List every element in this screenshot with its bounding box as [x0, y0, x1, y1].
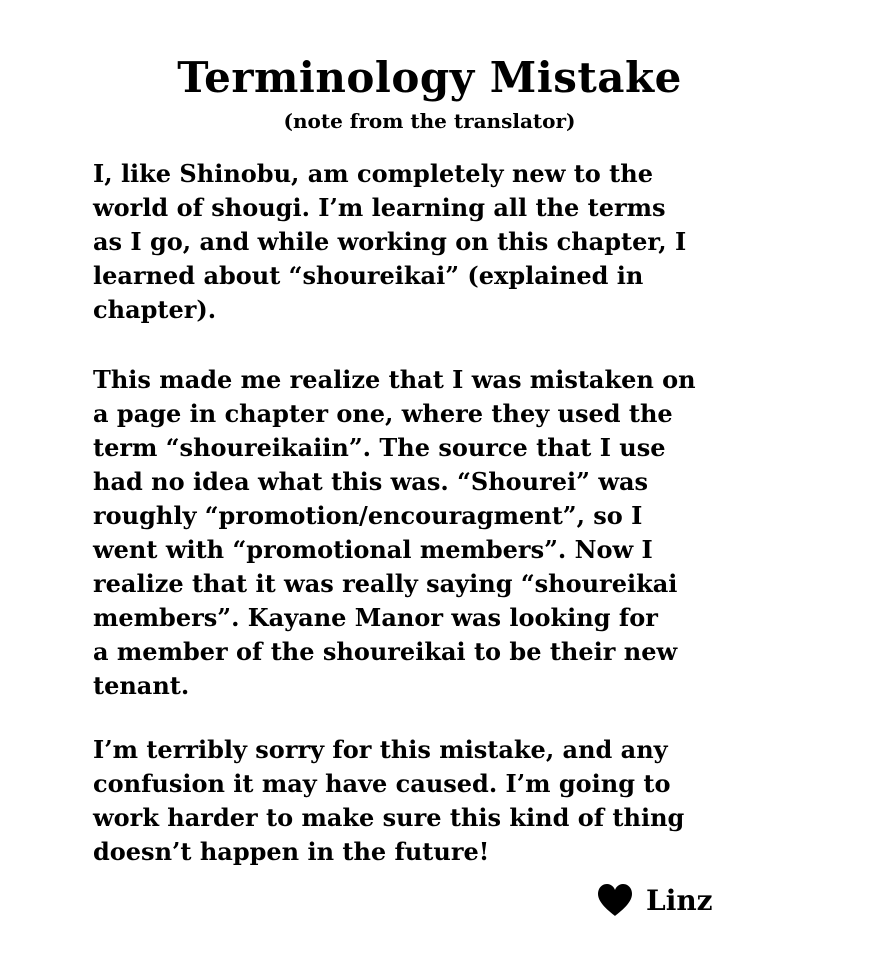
note-subtitle: (note from the translator)	[283, 109, 576, 133]
note-title: Terminology Mistake	[177, 53, 682, 102]
paragraph-line: a page in chapter one, where they used the	[93, 399, 673, 428]
signature	[596, 880, 713, 920]
paragraph-line: chapter).	[93, 295, 217, 324]
paragraph-line: I, like Shinobu, am completely new to the	[93, 159, 653, 188]
paragraph-line: a member of the shoureikai to be their new	[93, 637, 678, 666]
paragraph-line: This made me realize that I was mistaken on	[93, 365, 696, 394]
paragraph-line: work harder to make sure this kind of thing	[93, 803, 685, 832]
paragraph-line: went with “promotional members”. Now I	[93, 535, 653, 564]
paragraph-line: had no idea what this was. “Shourei” was	[93, 467, 649, 496]
paragraph-line: I’m terribly sorry for this mistake, and any	[93, 735, 668, 764]
paragraph-line: world of shougi. I’m learning all the terms	[93, 193, 666, 222]
paragraph-intro	[93, 157, 793, 327]
signature-name: Linz	[646, 883, 713, 917]
paragraph-explanation	[93, 363, 793, 703]
heart-icon	[596, 883, 634, 917]
paragraph-line: tenant.	[93, 671, 190, 700]
paragraph-line: as I go, and while working on this chapter, I	[93, 227, 687, 256]
paragraph-line: learned about “shoureikai” (explained in	[93, 261, 644, 290]
paragraph-line: members”. Kayane Manor was looking for	[93, 603, 658, 632]
paragraph-line: roughly “promotion/encouragment”, so I	[93, 501, 643, 530]
paragraph-line: confusion it may have caused. I’m going to	[93, 769, 671, 798]
paragraph-line: realize that it was really saying “shoureikai	[93, 569, 678, 598]
paragraph-apology	[93, 733, 793, 869]
paragraph-line: doesn’t happen in the future!	[93, 837, 490, 866]
paragraph-line: term “shoureikaiin”. The source that I use	[93, 433, 666, 462]
